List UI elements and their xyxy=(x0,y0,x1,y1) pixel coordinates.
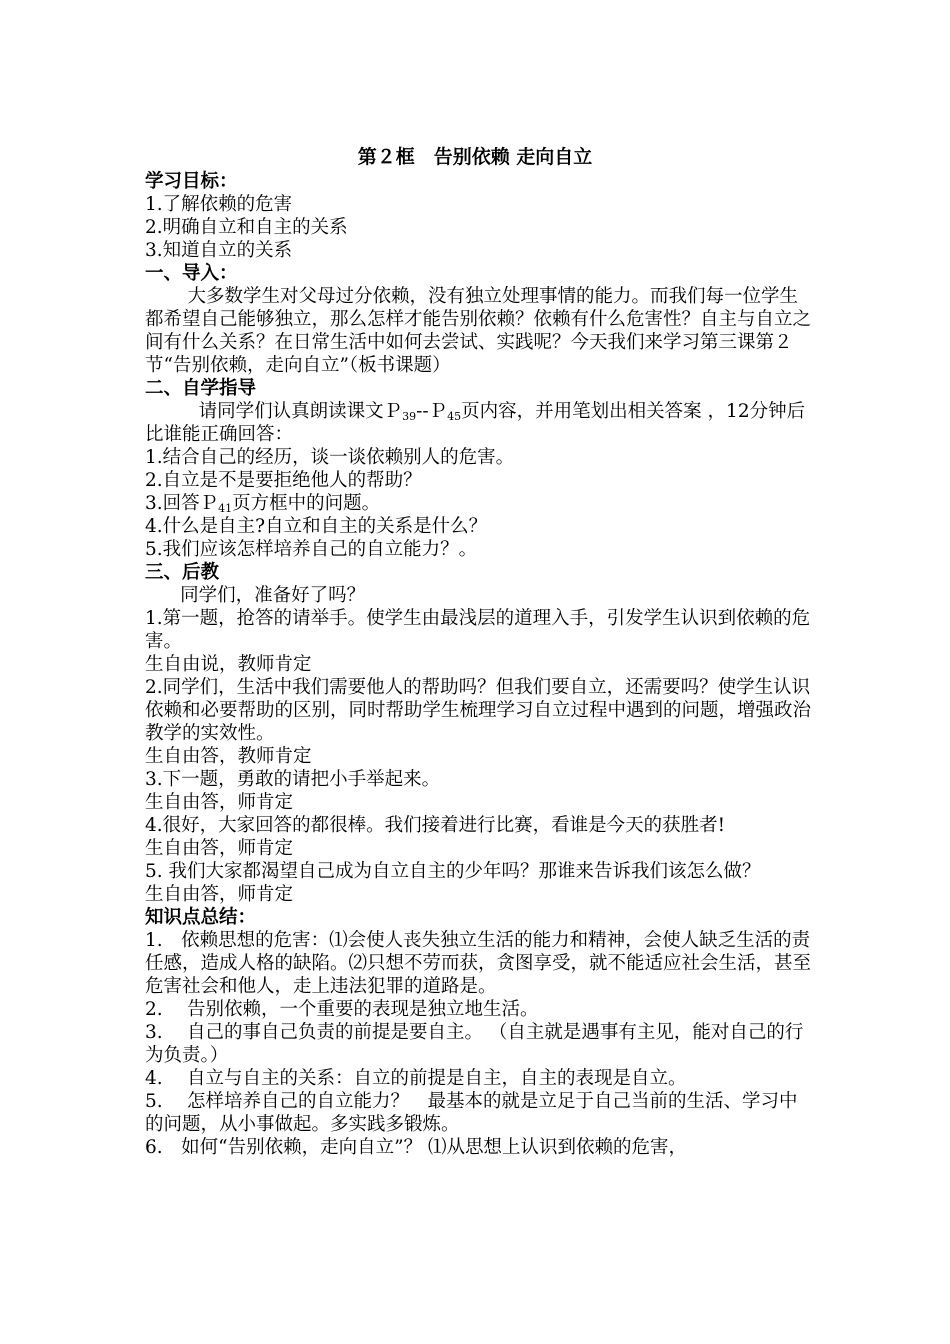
summary-line: 2. 告别依赖，一个重要的表现是独立地生活。 xyxy=(145,999,539,1020)
goals-heading: 学习目标： xyxy=(145,171,238,192)
after-line: 3.下一题，勇敢的请把小手举起来。 xyxy=(145,769,441,790)
question-page: 41 xyxy=(218,502,233,515)
after-line: 生自由答，师肯定 xyxy=(145,792,294,813)
page-title: 第２框 告别依赖 走向自立 xyxy=(357,146,593,168)
intro-heading: 一、导入： xyxy=(145,263,238,284)
question-text: 3.回答Ｐ xyxy=(145,493,219,514)
after-line: 2.同学们，生活中我们需要他人的帮助吗？但我们要自立，还需要吗？使学生认识依赖和必要帮助的区别，同时帮助学生梳理学习自立过程中遇到的问题，增强政治教学的实效性。 xyxy=(145,677,812,744)
after-line: 生自由答，教师肯定 xyxy=(145,746,312,767)
self-study-instruction xyxy=(145,400,815,446)
page-from: 39 xyxy=(402,410,417,423)
page-to: 45 xyxy=(447,410,462,423)
summary-line: 6. 如何“告别依赖，走向自立”？ ⑴从思想上认识到依赖的危害， xyxy=(145,1137,687,1158)
after-line: 生自由答，师肯定 xyxy=(145,884,294,905)
after-line: 5. 我们大家都渴望自己成为自立自主的少年吗？那谁来告诉我们该怎么做？ xyxy=(145,861,761,882)
summary-line: 3. 自己的事自己负责的前提是要自主。 （自主就是遇事有主见，能对自己的行为负责。） xyxy=(145,1022,804,1066)
summary-line: 4. 自立与自主的关系：自立的前提是自主，自主的表现是自立。 xyxy=(145,1068,687,1089)
question-item: 2.自立是不是要拒绝他人的帮助？ xyxy=(145,470,422,491)
question-item: 1.结合自己的经历，谈一谈依赖别人的危害。 xyxy=(145,447,515,468)
summary-heading: 知识点总结： xyxy=(145,907,257,928)
instruction-text: --Ｐ xyxy=(416,401,448,422)
goal-item: 2.明确自立和自主的关系 xyxy=(145,217,348,238)
goal-item: 1.了解依赖的危害 xyxy=(145,194,293,215)
intro-paragraph: 大多数学生对父母过分依赖，没有独立处理事情的能力。而我们每一位学生都希望自己能够独立，那么怎样才能告别依赖？依赖有什么危害性？自主与自立之间有什么关系？在日常生活中如何去尝试、实践呢？今天我们来学习第三课第２节“告别依赖，走向自立”（板书课题） xyxy=(145,286,812,376)
question-text: 页方框中的问题。 xyxy=(232,493,381,514)
after-heading: 三、后教 xyxy=(145,562,220,583)
instruction-text: 请同学们认真朗读课文Ｐ xyxy=(198,401,403,422)
after-line: 1.第一题，抢答的请举手。使学生由最浅层的道理入手，引发学生认识到依赖的危害。 xyxy=(145,608,811,652)
question-item: 5.我们应该怎样培养自己的自立能力？。 xyxy=(145,539,478,560)
after-opening: 同学们，准备好了吗？ xyxy=(180,585,366,606)
question-item: 4.什么是自主?自立和自主的关系是什么？ xyxy=(145,516,488,537)
document-page xyxy=(145,146,815,1159)
question-item xyxy=(145,492,815,515)
summary-line: 5. 怎样培养自己的自立能力？ 最基本的就是立足于自己当前的生活、学习中的问题，从小事做起。多实践多锻炼。 xyxy=(145,1091,798,1135)
after-line: 生自由答，师肯定 xyxy=(145,838,294,859)
instruction-text: 页内容，并用笔划出相关答案 ，12分钟后比谁能正确回答： xyxy=(145,401,806,445)
summary-line: 1. 依赖思想的危害：⑴会使人丧失独立生活的能力和精神，会使人缺乏生活的责任感，造成人格的缺陷。⑵只想不劳而获，贪图享受，就不能适应社会生活，甚至危害社会和他人，走上违法犯罪的道路是。 xyxy=(145,930,812,997)
goal-item: 3.知道自立的关系 xyxy=(145,240,293,261)
self-study-heading: 二、自学指导 xyxy=(145,378,257,399)
after-line: 4.很好，大家回答的都很棒。我们接着进行比赛，看谁是今天的获胜者! xyxy=(145,815,726,836)
after-line: 生自由说，教师肯定 xyxy=(145,654,312,675)
